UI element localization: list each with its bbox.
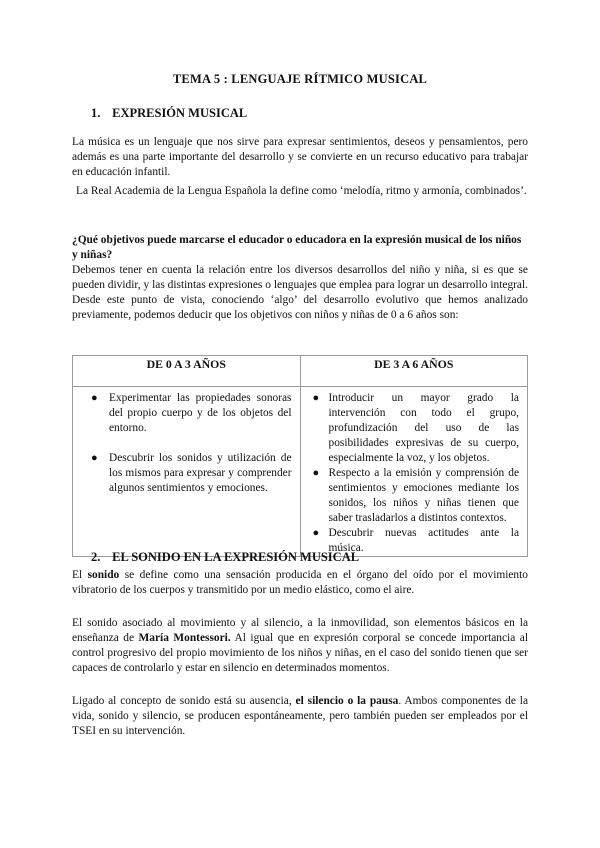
text-span: . Ambos componentes de la vida, sonido y silencio, se producen espontáneamente, pero también pueden ser empleados por el TSEI en su intervención. xyxy=(72,695,529,737)
section-1-paragraph-2-text: La Real Academia de la Lengua Española la define como ‘melodía, ritmo y armonía, combinados’. xyxy=(76,185,527,197)
bold-term-montessori: María Montessori. xyxy=(138,632,231,644)
list-item-text: Descubrir nuevas actitudes ante la música. xyxy=(328,527,519,554)
section-2-heading xyxy=(91,550,359,565)
bold-term-silencio: el silencio o la pausa xyxy=(295,695,399,707)
objectives-paragraph: Debemos tener en cuenta la relación entre los diversos desarrollos del niño y niña, si es que se pueden dividir, y las distintas expresiones o lenguajes que emplea para lograr un desarrollo integral. Desde este punto de vista, conociendo ‘algo’ del desarrollo evolutivo que hemos analizado previamente, podemos deducir que los objetivos con niños y niñas de 0 a 6 años son: xyxy=(72,264,528,321)
list-item-text: Introducir un mayor grado la intervención con todo el grupo, profundización del uso de las posibilidades expresivas de su cuerpo, especialmente la voz, y los objetos. xyxy=(328,392,519,464)
bullet-icon: ● xyxy=(312,467,320,479)
list-item-text: Experimentar las propiedades sonoras del propio cuerpo y de los objetos del entorno. xyxy=(109,392,292,434)
bold-term-sonido: sonido xyxy=(87,569,120,581)
bullet-icon: ● xyxy=(312,527,320,539)
section-1-title: EXPRESIÓN MUSICAL xyxy=(112,106,248,120)
bullet-icon: ● xyxy=(312,392,320,404)
section-1-paragraph-2 xyxy=(72,184,528,199)
text-span: Al igual que en expresión corporal se concede importancia al control progresivo del propio movimiento de los niños y niñas, en el caso del sonido tienen que ser capaces de controlarlo y estar en silencio en determinados momentos. xyxy=(72,632,528,674)
page-title: TEMA 5 : LENGUAJE RÍTMICO MUSICAL xyxy=(172,72,428,86)
table-cell-3-6 xyxy=(300,387,528,557)
text-span: El xyxy=(72,569,88,581)
table-header-0-3: DE 0 A 3 AÑOS xyxy=(73,356,301,387)
list-item xyxy=(81,451,294,496)
section-2-paragraph-1 xyxy=(72,568,528,598)
text-span: se define como una sensación producida en el órgano del oído por el movimiento vibratorio de los cuerpos y transmitido por un medio elástico, como el aire. xyxy=(72,569,528,596)
text-span: Ligado al concepto de sonido está su ausencia, xyxy=(72,695,296,707)
section-1-paragraph-1: La música es un lenguaje que nos sirve para expresar sentimientos, deseos y pensamientos, pero además es una parte importante del desarrollo y se convierte en un recurso educativo para trabajar en educación infantil. xyxy=(72,136,528,178)
table-cell-0-3 xyxy=(73,387,301,557)
list-item xyxy=(309,466,522,526)
section-2-number: 2. xyxy=(91,550,101,564)
list-item-text: Descubrir los sonidos y utilización de los mismos para expresar y comprender algunos sentimientos y emociones. xyxy=(109,452,292,494)
list-gap xyxy=(81,436,294,451)
bullet-icon: ● xyxy=(91,392,98,404)
bullet-icon: ● xyxy=(91,452,98,464)
list-item-text: Respecto a la emisión y comprensión de sentimientos y emociones mediante los sonidos, los niños y niñas tienen que saber trasladarlos a distintos contextos. xyxy=(328,467,519,524)
list-item xyxy=(81,391,294,436)
section-1-number: 1. xyxy=(91,106,101,120)
section-2-title: EL SONIDO EN LA EXPRESIÓN MUSICAL xyxy=(112,550,360,564)
table-header-3-6: DE 3 A 6 AÑOS xyxy=(300,356,528,387)
section-2-paragraph-3 xyxy=(72,694,528,739)
text-span: El sonido asociado al movimiento y al silencio, a la inmovilidad, son elementos básicos en la enseñanza de xyxy=(72,617,528,644)
objectives-table xyxy=(72,355,528,557)
list-item xyxy=(309,391,522,466)
section-2-paragraph-2 xyxy=(72,616,528,676)
section-1-heading xyxy=(91,106,247,121)
objectives-question: ¿Qué objetivos puede marcarse el educador o educadora en la expresión musical de los niños y niñas? xyxy=(72,234,522,261)
